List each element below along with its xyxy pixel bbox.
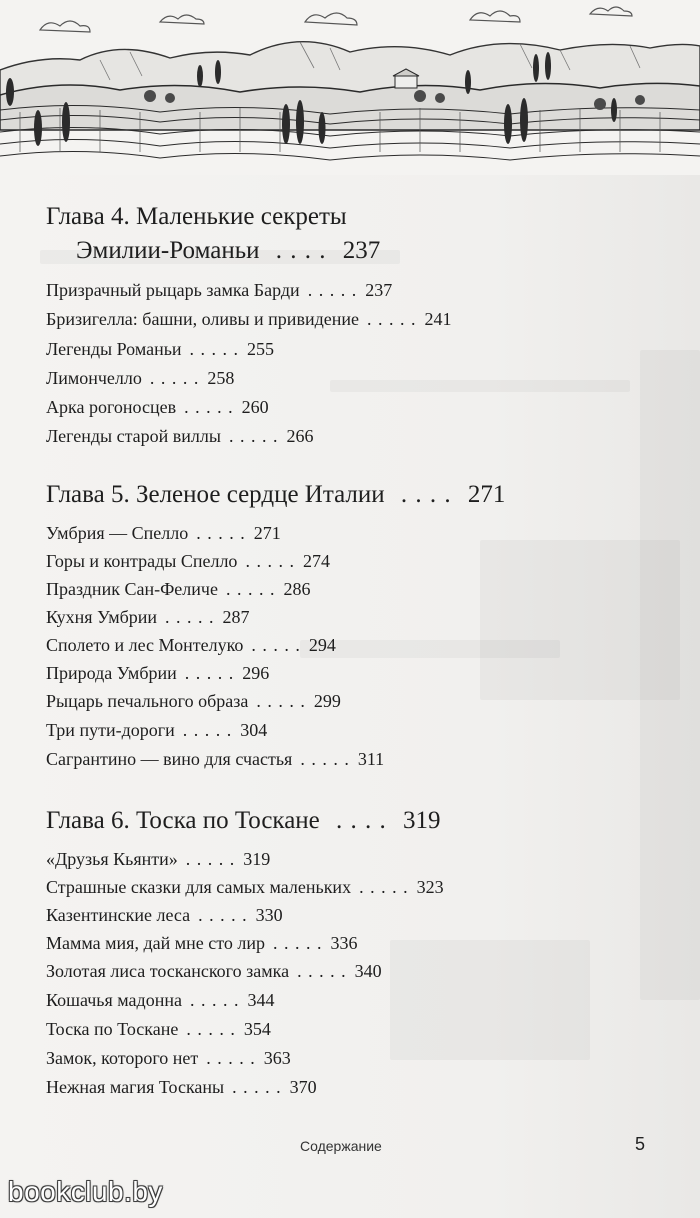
toc-entry: Сполето и лес Монтелуко . . . . . 294 [46, 635, 336, 655]
toc-entry: Лимончелло . . . . . 258 [46, 368, 235, 388]
toc-entry: Три пути-дороги . . . . . 304 [46, 720, 268, 740]
page-number: 5 [635, 1134, 646, 1154]
toc-entry: Арка рогоносцев . . . . . 260 [46, 397, 269, 417]
toc-entry: Умбрия — Спелло . . . . . 271 [46, 523, 281, 543]
chapter-4-title: Глава 4. Маленькие секреты [46, 203, 347, 230]
running-footer: Содержание [300, 1138, 382, 1154]
watermark-logo: bookclub.by [8, 1176, 163, 1207]
chapter-4-page: 237 [342, 237, 381, 264]
toc-entry: Замок, которого нет . . . . . 363 [46, 1048, 291, 1068]
toc-entry: Страшные сказки для самых маленьких . . . . . 323 [46, 877, 444, 897]
toc-entry: Нежная магия Тосканы . . . . . 370 [46, 1077, 317, 1097]
toc-entry: Легенды Романьи . . . . . 255 [46, 339, 275, 359]
chapter-5-page: 271 [467, 481, 506, 508]
toc-entry: Сагрантино — вино для счастья . . . . . 311 [46, 749, 385, 769]
toc-entry: Кухня Умбрии . . . . . 287 [46, 607, 250, 627]
toc-entry: Рыцарь печального образа . . . . . 299 [46, 691, 341, 711]
chapter-5-title: Глава 5. Зеленое сердце Италии . . . . 271 [46, 481, 506, 508]
toc-entry: Призрачный рыцарь замка Барди . . . . . 237 [46, 280, 393, 300]
toc-entry: «Друзья Кьянти» . . . . . 319 [46, 849, 271, 869]
toc-entry: Тоска по Тоскане . . . . . 354 [46, 1019, 271, 1039]
toc-entry: Бризигелла: башни, оливы и привидение . . . . . 241 [46, 309, 452, 329]
toc-entry: Кошачья мадонна . . . . . 344 [46, 990, 275, 1010]
chapter-6-page: 319 [403, 807, 441, 834]
toc-entry: Горы и контрады Спелло . . . . . 274 [46, 551, 330, 571]
chapter-6-title: Глава 6. Тоска по Тоскане . . . . 319 [46, 807, 441, 834]
toc-entry: Легенды старой виллы . . . . . 266 [46, 426, 314, 446]
toc-entry: Казентинские леса . . . . . 330 [46, 905, 283, 925]
toc-entry: Праздник Сан-Феличе . . . . . 286 [46, 579, 311, 599]
toc-entry: Мамма мия, дай мне сто лир . . . . . 336 [46, 933, 358, 953]
toc-entry: Золотая лиса тосканского замка . . . . . 340 [46, 961, 382, 981]
chapter-4-title-line2: Эмилии-Романьи . . . . 237 [76, 237, 381, 264]
toc-entry: Природа Умбрии . . . . . 296 [46, 663, 270, 683]
